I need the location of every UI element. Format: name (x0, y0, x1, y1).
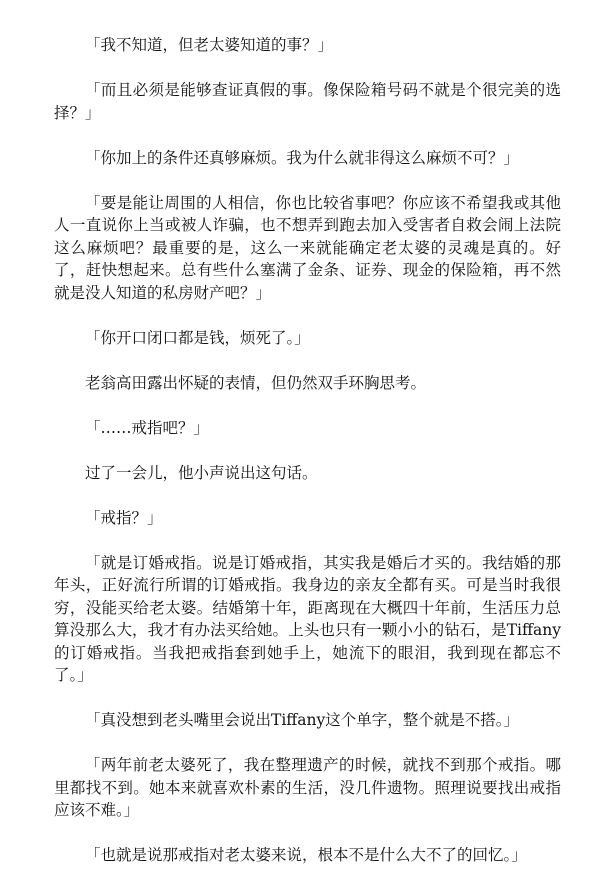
paragraph: 「戒指？」 (85, 508, 163, 527)
paragraph: 「我不知道，但老太婆知道的事？」 (85, 36, 334, 54)
paragraph: 「而且必须是能够查证真假的事。像保险箱号码不就是个很完美的选择？」 (54, 81, 561, 122)
paragraph: 「两年前老太婆死了，我在整理遗产的时候，就找不到那个戒指。哪里都找不到。她本来就喜欢朴素的生活，没几件遗物。照理说要找出戒指应该不难。」 (54, 756, 561, 819)
paragraph: 过了一会儿，他小声说出这句话。 (85, 463, 318, 482)
paragraph: 「也就是说那戒指对老太婆来说，根本不是什么大不了的回忆。」 (85, 846, 527, 864)
paragraph: 「就是订婚戒指。说是订婚戒指，其实我是婚后才买的。我结婚的那年头，正好流行所谓的订婚戒指。我身边的亲友全都有买。可是当时我很穷，没能买给老太婆。结婚第十年，距离现在大概四十年前，生活压力总算没那么大，我才有办法买给她。上头也只有一颗小小的钻石，是Tiffany的订婚戒指。当我把戒指套到她手上，她流下的眼泪，我到现在都忘不了。」 (54, 553, 561, 684)
paragraph: 老翁高田露出怀疑的表情，但仍然双手环胸思考。 (85, 373, 427, 392)
paragraph: 「……戒指吧？」 (85, 418, 210, 437)
paragraph: 「你加上的条件还真够麻烦。我为什么就非得这么麻烦不可？」 (85, 148, 520, 167)
paragraph: 「你开口闭口都是钱，烦死了。」 (85, 328, 310, 347)
paragraph: 「真没想到老头嘴里会说出Tiffany这个单字，整个就是不搭。」 (85, 711, 520, 729)
paragraph: 「要是能让周围的人相信，你也比较省事吧？你应该不希望我或其他人一直说你上当或被人诈骗，也不想弄到跑去加入受害者自救会闹上法院这么麻烦吧？最重要的是，这么一来就能确定老太婆的灵魂是真的。好了，赶快想起来。总有些什么塞满了金条、证券、现金的保险箱，再不然就是没人知道的私房财产吧？」 (54, 193, 561, 302)
